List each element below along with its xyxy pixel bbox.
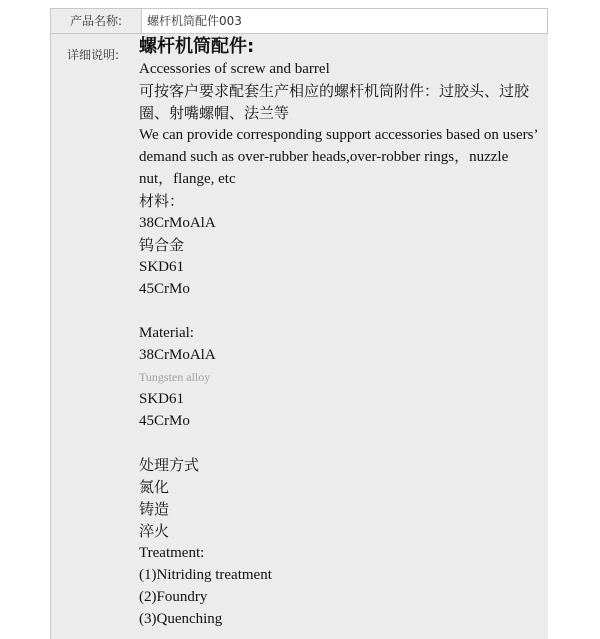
- detail-line: Accessories of screw and barrel: [139, 61, 330, 77]
- detail-line: SKD61: [139, 391, 185, 407]
- detail-label: 详细说明:: [67, 48, 120, 62]
- detail-line: We can provide corresponding support accessories based on users’ demand such as over-rubber heads,over-robber rings，nuzzle nut，flange, etc: [139, 127, 538, 187]
- detail-line: Tungsten alloy: [139, 370, 211, 384]
- detail-line: (2)Foundry: [139, 589, 208, 605]
- detail-line: Treatment:: [139, 545, 205, 561]
- product-name-row: [50, 8, 548, 34]
- detail-content: [139, 36, 544, 630]
- detail-line: 铸造: [139, 500, 170, 518]
- detail-line: 38CrMoAlA: [139, 215, 216, 231]
- product-detail-table: [50, 8, 548, 639]
- detail-line: 38CrMoAlA: [139, 347, 216, 363]
- detail-row: [50, 34, 548, 639]
- product-name-label: 产品名称:: [51, 9, 142, 33]
- detail-line: (3)Quenching: [139, 611, 223, 627]
- detail-line: Material:: [139, 325, 194, 341]
- product-name-value: 螺杆机筒配件003: [147, 14, 242, 28]
- detail-heading: 螺杆机筒配件:: [139, 36, 255, 57]
- detail-line: 可按客户要求配套生产相应的螺杆机筒附件：过胶头、过胶圈、射嘴螺帽、法兰等: [139, 82, 530, 122]
- detail-line: 氮化: [139, 478, 170, 496]
- detail-line: 45CrMo: [139, 413, 190, 429]
- detail-line: (1)Nitriding treatment: [139, 567, 272, 583]
- detail-line: 钨合金: [139, 236, 185, 254]
- detail-line: 处理方式: [139, 456, 200, 474]
- spacer: [139, 300, 544, 322]
- detail-line: 材料：: [139, 192, 185, 210]
- detail-line: 45CrMo: [139, 281, 190, 297]
- spacer: [139, 432, 544, 454]
- detail-line: SKD61: [139, 259, 185, 275]
- detail-line: 淬火: [139, 522, 170, 540]
